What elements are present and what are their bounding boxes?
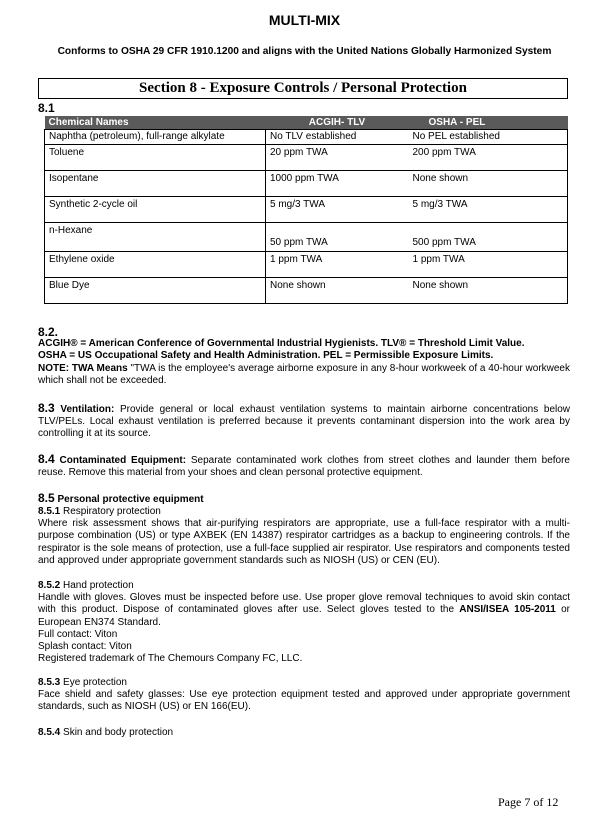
hand-label: Hand protection [60, 580, 134, 591]
acgih-definition: ACGIH® = American Conference of Governmental Industrial Hygienists. TLV® = Threshold Limit Value. [38, 338, 525, 350]
subsection-8-5-heading [38, 492, 570, 506]
ppe-label: Personal protective equipment [54, 494, 204, 505]
ansi-standard: ANSI/ISEA 105-2011 [459, 604, 556, 616]
subsection-8-5-3-number: 8.5.3 [38, 677, 61, 688]
exposure-limits-table [44, 116, 568, 304]
eye-label: Eye protection [60, 677, 127, 688]
trademark-note: Registered trademark of The Chemours Company FC, LLC. [38, 653, 303, 665]
contaminated-equipment-text: Separate contaminated work clothes from street clothes and launder them before reuse. Remove this material from your shoes and clean personal protective equipment. [38, 455, 570, 479]
subsection-8-5-4-number: 8.5.4 [38, 727, 61, 738]
table-row [45, 277, 568, 303]
respiratory-text: Where risk assessment shows that air-purifying respirators are appropriate, use a full-face respirator with a multi-purpose combination (US) or type AXBEK (EN 14387) respirator cartridges as a backup to engineering controls. If the respirator is the sole means of protection, use a full-face supplied air respirator. Use respirators and components tested and approved under appropriate government standards such as NIOSH (US) or CEN (EU). [38, 518, 570, 566]
subsection-8-5-1 [38, 506, 570, 567]
twa-note-text: "TWA is the employee's average airborne exposure in any 8-hour workweek of a 40-hour workweek which shall not be exceeded. [38, 362, 570, 386]
hand-text [38, 592, 570, 629]
column-header-osha-pel: OSHA - PEL [409, 116, 568, 129]
table-cell-chemical: Blue Dye [45, 277, 266, 303]
osha-definition: OSHA = US Occupational Safety and Health Administration. PEL = Permissible Exposure Limits. [38, 350, 494, 362]
table-cell-chemical: Synthetic 2-cycle oil [45, 196, 266, 222]
table-header-row [45, 116, 568, 129]
table-cell-chemical: n-Hexane [45, 222, 266, 251]
subsection-8-1-number: 8.1 [38, 101, 55, 115]
column-header-acgih-tlv: ACGIH- TLV [266, 116, 409, 129]
table-cell-chemical: Toluene [45, 144, 266, 170]
table-cell-tlv: 20 ppm TWA [266, 144, 409, 170]
table-cell-pel: None shown [409, 170, 568, 196]
subsection-8-3-number: 8.3 [38, 401, 55, 415]
subsection-8-2-number: 8.2. [38, 325, 59, 339]
table-cell-tlv: 1 ppm TWA [266, 251, 409, 277]
table-cell-pel: None shown [409, 277, 568, 303]
full-contact: Full contact: Viton [38, 628, 118, 640]
table-cell-pel [409, 222, 568, 251]
contaminated-equipment-label: Contaminated Equipment: [54, 455, 187, 466]
subsection-8-2 [38, 326, 570, 387]
table-cell-tlv: No TLV established [266, 129, 409, 144]
respiratory-heading [38, 506, 570, 518]
table-cell-pel: No PEL established [409, 129, 568, 144]
subsection-8-5-4 [38, 727, 570, 739]
column-header-chemical-names: Chemical Names [45, 116, 266, 129]
table-row [45, 144, 568, 170]
table-cell-tlv-text: 50 ppm TWA [270, 236, 328, 248]
table-cell-chemical: Isopentane [45, 170, 266, 196]
hand-text-a: Handle with gloves. Gloves must be inspected before use. Use proper glove removal techniques to avoid skin contact with this product. Dispose of contaminated gloves after use. Select gloves tested to the [38, 592, 570, 616]
table-cell-chemical: Ethylene oxide [45, 251, 266, 277]
eye-heading [38, 677, 570, 689]
table-cell-pel: 1 ppm TWA [409, 251, 568, 277]
table-row [45, 170, 568, 196]
twa-note-label: NOTE: TWA Means [38, 362, 128, 374]
table-row [45, 251, 568, 277]
skin-label: Skin and body protection [60, 727, 174, 738]
eye-text: Face shield and safety glasses: Use eye protection equipment tested and approved under appropriate government standards, such as NIOSH (US) or EN 166(EU). [38, 689, 570, 713]
twa-note [38, 363, 570, 387]
subsection-8-5-number: 8.5 [38, 491, 55, 505]
table-cell-pel: 200 ppm TWA [409, 144, 568, 170]
hand-text-c: or European EN374 Standard. [38, 604, 570, 628]
subsection-8-5-3 [38, 677, 570, 714]
table-row [45, 222, 568, 251]
hand-heading [38, 580, 570, 592]
table-cell-chemical: Naphtha (petroleum), full-range alkylate [45, 129, 266, 144]
table-row [45, 196, 568, 222]
subsection-8-5-1-number: 8.5.1 [38, 506, 61, 517]
respiratory-label: Respiratory protection [60, 506, 161, 517]
page-number: Page 7 of 12 [498, 795, 559, 809]
table-cell-tlv: 5 mg/3 TWA [266, 196, 409, 222]
section-title: Section 8 - Exposure Controls / Personal Protection [38, 78, 568, 99]
table-cell-tlv [266, 222, 409, 251]
ventilation-text: Provide general or local exhaust ventilation systems to maintain airborne concentrations below TLV/PELs. Local exhaust ventilation is preferred because it prevents contaminant dispersion into the work area by controlling it at its source. [38, 404, 571, 440]
table-row [45, 129, 568, 144]
subsection-8-3 [38, 402, 570, 441]
subsection-8-5-2-number: 8.5.2 [38, 580, 61, 591]
table-cell-pel: 5 mg/3 TWA [409, 196, 568, 222]
table-cell-pel-text: 500 ppm TWA [412, 236, 476, 248]
table-cell-tlv: None shown [266, 277, 409, 303]
table-cell-tlv: 1000 ppm TWA [266, 170, 409, 196]
splash-contact: Splash contact: Viton [38, 641, 132, 653]
subsection-8-4-number: 8.4 [38, 452, 55, 466]
ventilation-label: Ventilation: [54, 404, 115, 415]
subsection-8-5-2 [38, 580, 570, 665]
subsection-8-4 [38, 453, 570, 479]
document-subtitle: Conforms to OSHA 29 CFR 1910.1200 and aligns with the United Nations Globally Harmonized System [57, 46, 552, 57]
document-title: MULTI-MIX [268, 12, 341, 28]
